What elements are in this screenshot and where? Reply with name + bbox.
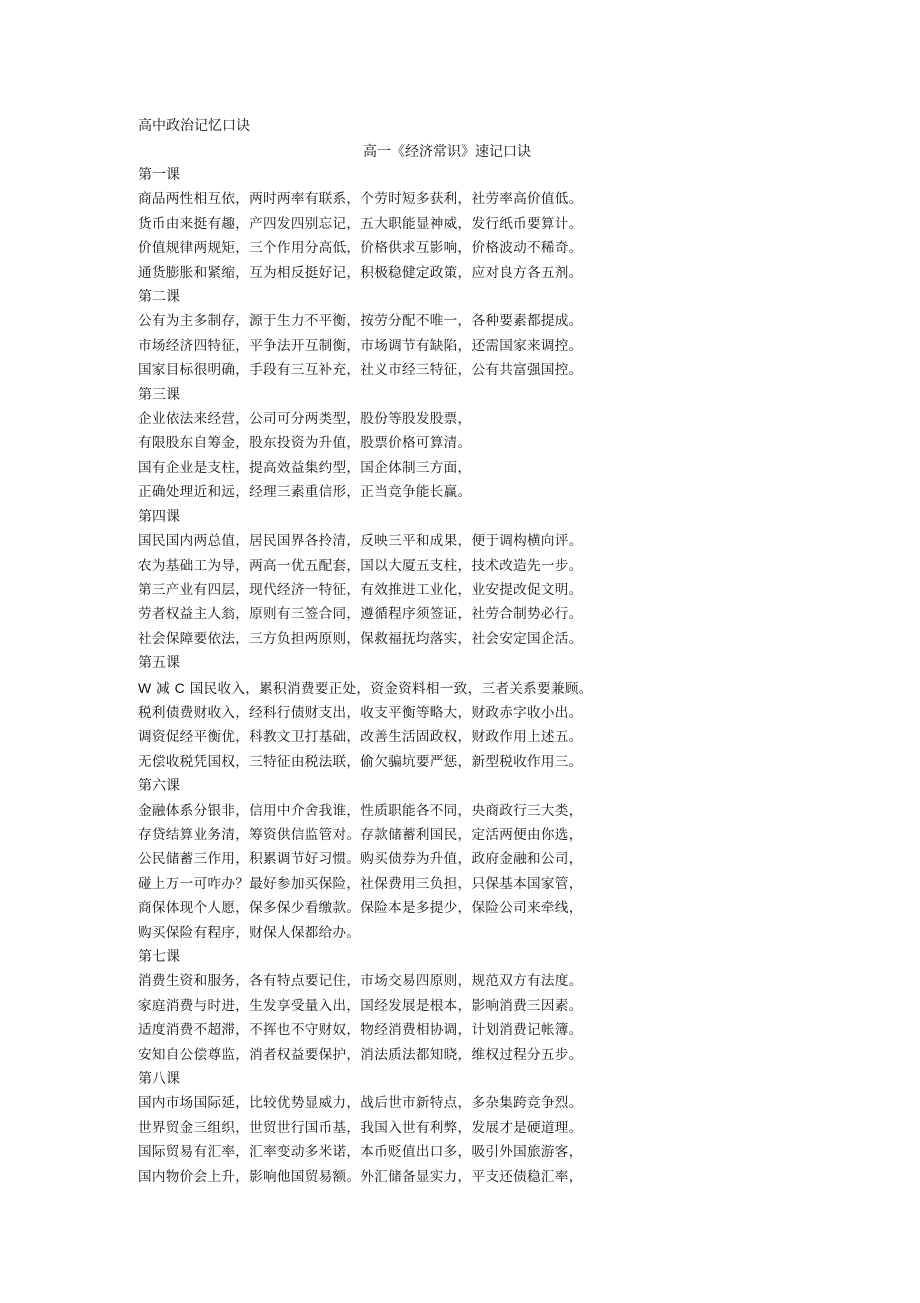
verse-line: 国有企业是支柱，提高效益集约型，国企体制三方面， — [138, 459, 472, 476]
verse-line: 国民国内两总值，居民国界各拎清，反映三平和成果，便于调构横向评。 — [138, 533, 583, 550]
verse-line: 国内物价会上升，影响他国贸易额。外汇储备显实力，平支还债稳汇率， — [138, 1168, 583, 1185]
verse-line: 企业依法来经营，公司可分两类型，股份等股发股票， — [138, 411, 472, 428]
lesson-heading: 第七课 — [138, 949, 180, 965]
verse-line: 有限股东自筹金，股东投资为升值，股票价格可算清。 — [138, 435, 472, 452]
verse-line: 国家目标很明确，手段有三互补充，社义市经三特征，公有共富强国控。 — [138, 362, 583, 379]
verse-line: 税利债费财收入，经科行债财支出，收支平衡等略大，财政赤字收小出。 — [138, 704, 583, 721]
verse-line: 劳者权益主人翁，原则有三签合同，遵循程序须签证，社劳合制势必行。 — [138, 606, 583, 623]
document-page — [138, 113, 638, 1185]
verse-line: 价值规律两规矩，三个作用分高低，价格供求互影响，价格波动不稀奇。 — [138, 240, 583, 257]
verse-line: 存贷结算业务清，筹资供信监管对。存款储蓄利国民，定活两便由你选， — [138, 826, 583, 843]
verse-line: 农为基础工为导，两高一优五配套，国以大厦五支柱，技术改造先一步。 — [138, 557, 583, 574]
verse-line: 公有为主多制存，源于生力不平衡，按劳分配不唯一，各种要素都提成。 — [138, 313, 583, 330]
verse-line: 商品两性相互依，两时两率有联系，个劳时短多获利，社劳率高价值低。 — [138, 191, 583, 208]
verse-line: 世界贸金三组织，世贸世行国币基，我国入世有利弊，发展才是硬道理。 — [138, 1119, 583, 1136]
lesson-heading: 第四课 — [138, 508, 180, 525]
verse-line: 购买保险有程序，财保人保都给办。 — [138, 924, 361, 941]
verse-line: 商保体现个人愿，保多保少看缴款。保险本是多提少，保险公司来牵线， — [138, 900, 583, 917]
verse-line: 碰上万一可咋办？最好参加买保险，社保费用三负担，只保基本国家管， — [138, 875, 583, 892]
verse-line: 社会保障要依法，三方负担两原则，保救福抚均落实，社会安定国企活。 — [138, 630, 583, 647]
lesson-sections — [138, 163, 593, 1189]
verse-line: 国际贸易有汇率，汇率变动多米诺，本币贬值出口多，吸引外国旅游客， — [138, 1144, 583, 1161]
verse-line: 正确处理近和远，经理三素重信形，正当竞争能长赢。 — [138, 484, 472, 501]
verse-line: 适度消费不超滞，不挥也不守财奴，物经消费相协调，计划消费记帐簿。 — [138, 1022, 583, 1039]
verse-line: 公民储蓄三作用，积累调节好习惯。购买债券为升值，政府金融和公司， — [138, 851, 583, 868]
verse-line: 家庭消费与时进，生发享受量入出，国经发展是根本，影响消费三因素。 — [138, 997, 583, 1014]
verse-line: 货币由来挺有趣，产四发四别忘记，五大职能显神威，发行纸币要算计。 — [138, 215, 583, 232]
verse-line: 安知自公偿尊监，消者权益要保护，消法质法都知晓，维权过程分五步。 — [138, 1046, 583, 1063]
verse-line: 通货膨胀和紧缩，互为相反挺好记，积极稳健定政策，应对良方各五剂。 — [138, 264, 583, 281]
lesson-heading: 第八课 — [138, 1071, 180, 1088]
verse-line: 国内市场国际延，比较优势显威力，战后世市新特点，多杂集跨竞争烈。 — [138, 1095, 583, 1112]
verse-line: 调资促经平衡优，科教文卫打基础，改善生活固政权，财政作用上述五。 — [138, 729, 583, 746]
lesson-heading: 第五课 — [138, 655, 180, 672]
lesson-heading: 第六课 — [138, 778, 180, 795]
lesson-heading: 第二课 — [138, 289, 180, 306]
lesson-heading: 第一课 — [138, 167, 180, 183]
verse-line: 第三产业有四层，现代经济一特征，有效推进工业化，业安提改促文明。 — [138, 581, 583, 598]
document-subtitle: 高一《经济常识》速记口诀 — [363, 144, 531, 160]
verse-line: 市场经济四特征，平争法开互制衡，市场调节有缺陷，还需国家来调控。 — [138, 337, 583, 354]
verse-line: 金融体系分银非，信用中介舍我谁，性质职能各不同，央商政行三大类， — [138, 802, 583, 819]
verse-line: 消费生资和服务，各有特点要记住，市场交易四原则，规范双方有法度。 — [138, 973, 583, 990]
document-title: 高中政治记忆口诀 — [138, 118, 250, 134]
lesson-heading: 第三课 — [138, 386, 180, 403]
verse-line: 无偿收税凭国权，三特征由税法联，偷欠骗坑要严惩，新型税收作用三。 — [138, 753, 583, 770]
verse-line: W 减 C 国民收入，累积消费要正处，资金资料相一致，三者关系要兼顾。 — [138, 679, 593, 697]
